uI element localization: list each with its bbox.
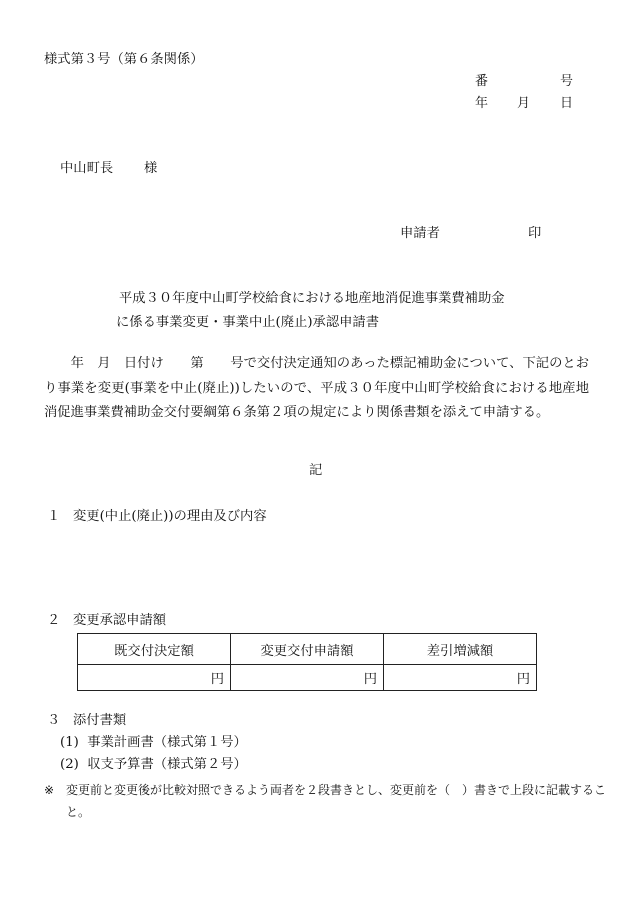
cell-existing-grant-yen: 円 [78, 665, 231, 691]
amount-table-header-row [78, 634, 537, 665]
body-paragraph: 年 月 日付け 第 号で交付決定通知のあった標記補助金について、下記のとおり事業を変更(事業を中止(廃止))したいので、平成３０年度中山町学校給食における地産地消促進事業費補助金交付要綱第６条第２項の規定により関係書類を添えて申請する。 [44, 356, 589, 420]
section-1-number: １ [47, 509, 61, 524]
section-3-number: ３ [47, 713, 61, 728]
amount-table-row [78, 665, 537, 691]
cell-difference-yen: 円 [384, 665, 537, 691]
document-number-suffix: 号 [560, 74, 574, 89]
document-title-line-1: 平成３０年度中山町学校給食における地産地消促進事業費補助金 [119, 291, 505, 306]
footnote [44, 779, 612, 823]
addressee-name: 中山町長 [60, 161, 114, 176]
amount-table [77, 633, 537, 691]
section-1-title: 変更(中止(廃止))の理由及び内容 [73, 509, 267, 524]
document-number-label: 番 [475, 74, 489, 89]
section-3-title: 添付書類 [73, 713, 127, 728]
note-mark: ※ [44, 783, 55, 797]
section-2-title: 変更承認申請額 [73, 613, 167, 628]
applicant-label: 申請者 [400, 226, 440, 241]
header-existing-grant: 既交付決定額 [78, 634, 231, 665]
seal-mark: 印 [528, 226, 542, 241]
header-changed-application: 変更交付申請額 [231, 634, 384, 665]
section-2-number: ２ [47, 613, 61, 628]
note-text: 変更前と変更後が比較対照できるよう両者を２段書きとし、変更前を（ ）書きで上段に記載すること。 [66, 783, 607, 819]
date-year-label: 年 [475, 96, 489, 111]
date-day-label: 日 [560, 96, 574, 111]
ki-heading: 記 [309, 463, 323, 478]
attachment-item-2: (2) 収支予算書（様式第２号） [60, 757, 247, 772]
addressee-honorific: 様 [144, 161, 158, 176]
attachment-item-1: (1) 事業計画書（様式第１号） [60, 735, 247, 750]
form-number: 様式第３号（第６条関係） [44, 52, 204, 67]
cell-changed-application-yen: 円 [231, 665, 384, 691]
header-difference: 差引増減額 [384, 634, 537, 665]
date-month-label: 月 [517, 96, 531, 111]
document-title-line-2: に係る事業変更・事業中止(廃止)承認申請書 [116, 315, 380, 330]
